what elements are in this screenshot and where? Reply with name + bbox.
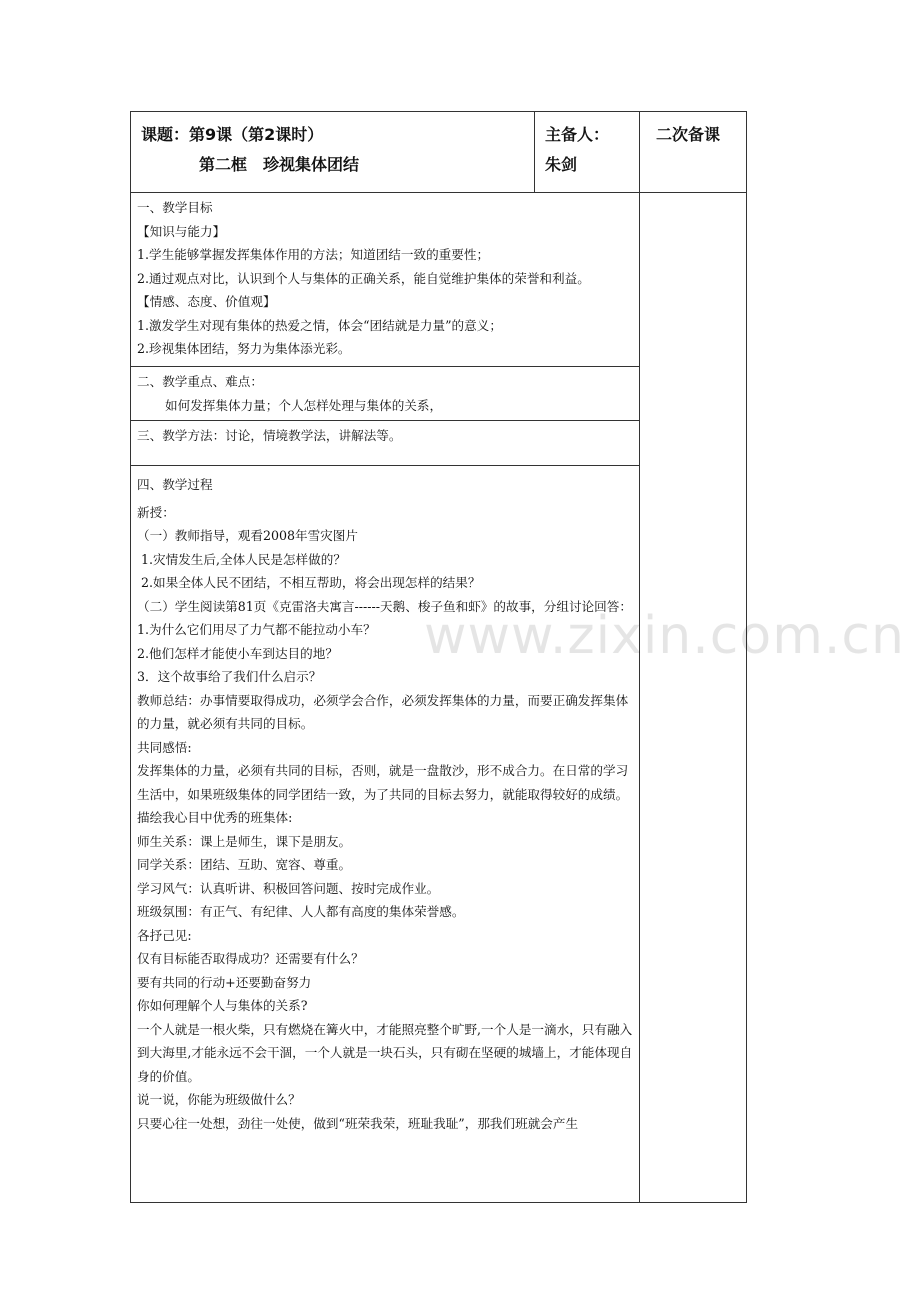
- knowledge-heading: 【知识与能力】: [137, 223, 226, 239]
- process-line: 2.如果全体人民不团结，不相互帮助，将会出现怎样的结果？: [141, 575, 481, 590]
- process-line: 教师总结：办事情要取得成功，必须学会合作，必须发挥集体的力量，而要正确发挥集体的力量，就必须有共同的目标。: [137, 692, 629, 731]
- process-line: 要有共同的行动+还要勤奋努力: [137, 974, 312, 990]
- author-label: 主备人：: [545, 125, 610, 144]
- objectives-row: [131, 193, 747, 367]
- methods-text: 三、教学方法：讨论，情境教学法，讲解法等。: [137, 428, 402, 443]
- second-prep-header: [640, 112, 747, 193]
- process-line: 1.为什么它们用尽了力气都不能拉动小车？: [137, 622, 376, 637]
- objectives-section: [131, 193, 640, 367]
- process-line: 只要心往一处想，劲往一处使，做到“班荣我荣，班耻我耻”，那我们班就会产生: [137, 1115, 579, 1131]
- process-line: （一）教师指导，观看2008年雪灾图片: [137, 528, 358, 543]
- author-name: 朱剑: [545, 155, 578, 174]
- process-line: 1.灾情发生后,全体人民是怎样做的？: [141, 551, 346, 567]
- process-line: 学习风气：认真听讲、积极回答问题、按时完成作业。: [137, 880, 440, 896]
- topic-cell: [131, 112, 535, 193]
- emotion-item: 1.激发学生对现有集体的热爱之情，体会“团结就是力量”的意义；: [137, 317, 502, 333]
- process-line: 新授：: [137, 504, 175, 520]
- second-prep-column: [640, 193, 747, 1203]
- process-line: 各抒己见:: [137, 927, 192, 943]
- knowledge-item: 1.学生能够掌握发挥集体作用的方法；知道团结一致的重要性；: [137, 247, 490, 262]
- process-line: 2.他们怎样才能使小车到达目的地？: [137, 645, 338, 661]
- key-points-section: [131, 367, 640, 421]
- process-line: 说一说，你能为班级做什么？: [137, 1092, 301, 1107]
- process-line: 你如何理解个人与集体的关系?: [137, 998, 308, 1013]
- process-title: 四、教学过程: [137, 477, 213, 492]
- key-points-content: 如何发挥集体力量；个人怎样处理与集体的关系，: [165, 397, 443, 413]
- author-cell: [535, 112, 640, 193]
- emotion-item: 2.珍视集体团结，努力为集体添光彩。: [137, 341, 351, 356]
- header-row: [131, 112, 747, 193]
- topic-line-2: 第二框 珍视集体团结: [199, 155, 360, 174]
- process-section: [131, 466, 640, 1203]
- process-line: 发挥集体的力量，必须有共同的目标，否则，就是一盘散沙，形不成合力。在日常的学习生活中，如果班级集体的同学团结一致，为了共同的目标去努力，就能取得较好的成绩。: [137, 763, 629, 802]
- process-line: 一个人就是一根火柴，只有燃烧在篝火中，才能照亮整个旷野,一个人是一滴水，只有融入到大海里,才能永远不会干涸，一个人就是一块石头，只有砌在坚硬的城墙上，才能体现自身的价值。: [137, 1021, 633, 1084]
- objectives-title: 一、教学目标: [137, 200, 213, 215]
- knowledge-item: 2.通过观点对比，认识到个人与集体的正确关系，能自觉维护集体的荣誉和利益。: [137, 270, 590, 286]
- process-line: （二）学生阅读第81页《克雷洛夫寓言------天鹅、梭子鱼和虾》的故事，分组讨论回答：: [137, 598, 632, 614]
- process-line: 3．这个故事给了我们什么启示？: [137, 669, 322, 684]
- key-points-title: 二、教学重点、难点：: [137, 374, 263, 389]
- emotion-heading: 【情感、态度、价值观】: [137, 294, 276, 309]
- topic-line-1: 课题：第9课（第2课时）: [141, 125, 324, 144]
- process-line: 共同感悟:: [137, 739, 192, 755]
- process-line: 仅有目标能否取得成功？还需要有什么？: [137, 951, 364, 966]
- process-line: 班级氛围：有正气、有纪律、人人都有高度的集体荣誉感。: [137, 904, 465, 919]
- process-line: 描绘我心目中优秀的班集体:: [137, 810, 293, 825]
- process-line: 师生关系：课上是师生，课下是朋友。: [137, 833, 352, 849]
- watermark: www.zixin.com.cn: [424, 606, 905, 666]
- process-line: 同学关系：团结、互助、宽容、尊重。: [137, 857, 352, 872]
- lesson-plan-table: [130, 111, 747, 1203]
- methods-section: [131, 421, 640, 466]
- second-prep-label: 二次备课: [656, 125, 721, 144]
